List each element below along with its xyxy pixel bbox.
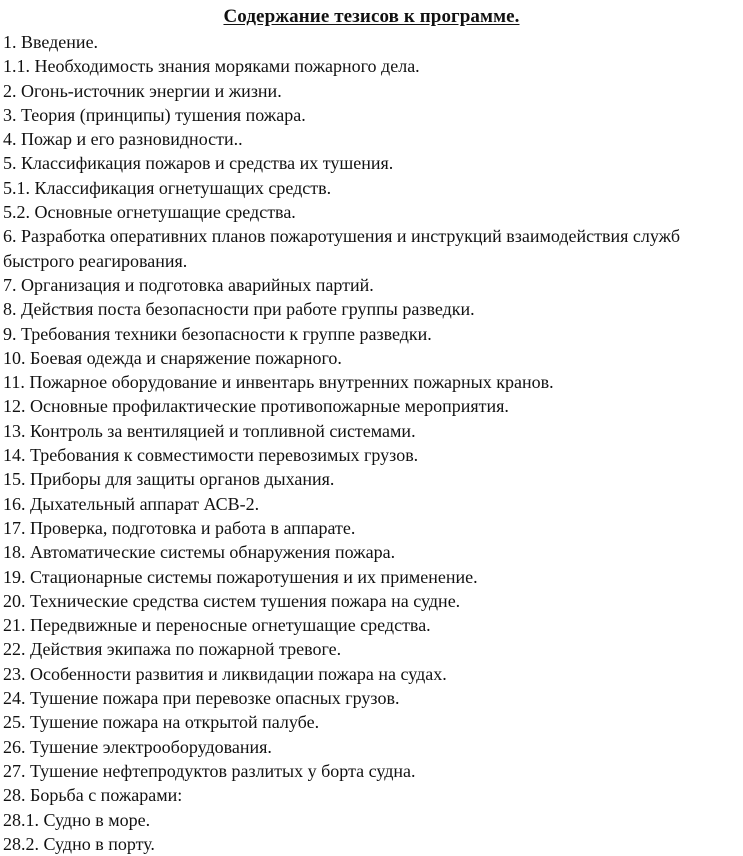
contents-item: 10. Боевая одежда и снаряжение пожарного. — [3, 347, 342, 368]
contents-item: 25. Тушение пожара на открытой палубе. — [3, 712, 320, 733]
contents-item: 28.1. Судно в море. — [3, 809, 151, 830]
contents-item: 27. Тушение нефтепродуктов разлитых у борта судна. — [3, 760, 416, 781]
contents-item: 5.2. Основные огнетушащие средства. — [3, 202, 296, 223]
contents-item: 12. Основные профилактические противопожарные мероприятия. — [3, 396, 509, 417]
contents-item: 26. Тушение электрооборудования. — [3, 736, 272, 757]
contents-item: 22. Действия экипажа по пожарной тревоге. — [3, 639, 342, 660]
contents-item: 20. Технические средства систем тушения пожара на судне. — [3, 590, 461, 611]
contents-item: 6. Разработка оперативних планов пожаротушения и инструкций взаимодействия служб быстрого реагирования. — [3, 226, 681, 271]
contents-item: 24. Тушение пожара при перевозке опасных грузов. — [3, 688, 400, 709]
contents-item: 1. Введение. — [3, 32, 99, 52]
contents-item: 1.1. Необходимость знания моряками пожарного дела. — [3, 56, 420, 77]
document-title: Содержание тезисов к программе. — [223, 6, 520, 27]
contents-item: 19. Стационарные системы пожаротушения и их применение. — [3, 566, 478, 587]
contents-item: 28. Борьба с пожарами: — [3, 785, 183, 806]
contents-item: 17. Проверка, подготовка и работа в аппарате. — [3, 517, 356, 538]
contents-item: 2. Огонь-источник энергии и жизни. — [3, 80, 282, 101]
contents-list — [3, 30, 741, 856]
contents-item: 5. Классификация пожаров и средства их тушения. — [3, 153, 394, 174]
contents-item: 23. Особенности развития и ликвидации пожара на судах. — [3, 663, 447, 684]
contents-item: 9. Требования техники безопасности к группе разведки. — [3, 323, 432, 344]
contents-item: 15. Приборы для защиты органов дыхания. — [3, 469, 335, 490]
contents-item: 14. Требования к совместимости перевозимых грузов. — [3, 445, 419, 466]
contents-item: 16. Дыхательный аппарат АСВ-2. — [3, 493, 260, 514]
contents-item: 28.2. Судно в порту. — [3, 833, 155, 854]
contents-item: 4. Пожар и его разновидности.. — [3, 129, 243, 150]
contents-item: 13. Контроль за вентиляцией и топливной системами. — [3, 420, 416, 441]
contents-item: 8. Действия поста безопасности при работе группы разведки. — [3, 299, 475, 320]
contents-item: 7. Организация и подготовка аварийных партий. — [3, 274, 374, 295]
contents-item: 11. Пожарное оборудование и инвентарь внутренних пожарных кранов. — [3, 372, 554, 393]
contents-item: 21. Передвижные и переносные огнетушащие средства. — [3, 615, 431, 636]
contents-item: 3. Теория (принципы) тушения пожара. — [3, 104, 306, 125]
contents-item: 5.1. Классификация огнетушащих средств. — [3, 177, 332, 198]
contents-item: 18. Автоматические системы обнаружения пожара. — [3, 542, 396, 563]
